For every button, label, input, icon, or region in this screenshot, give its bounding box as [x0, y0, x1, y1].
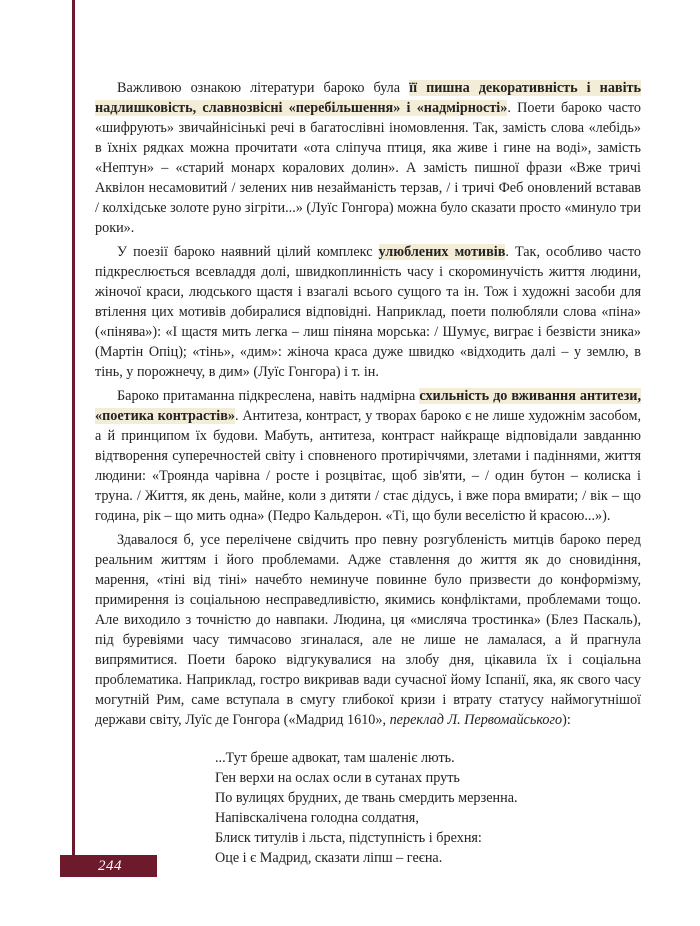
p1-text-c: . Поети бароко часто «шифрують» звичайнісінькі речі в багатослівні іномовлення. Так, замість слова «лебідь» в їхніх рядках можна прочитати «ота сліпуча птиця, яка живе і гине на воді», замість «Нептун» – «старий монарх коралових долин». А замість пишної фрази «Вже тричі Аквілон несамовитий / зелених нив незайманість терзав, / і тричі Феб оновлений вставав / колхідське золоте руно зігріти...» (Луїс Гонгора) можна було сказати просто «минуло три роки». — [95, 100, 641, 236]
poem-line: Ген верхи на ослах осли в сутанах пруть — [215, 770, 460, 786]
p2-text-c: . Так, особливо часто підкреслюється всевладдя долі, швидкоплинність часу і скороминучість життя людини, жіночої краси, людського щастя і взагалі всього сущого та ін. Тож і художні засоби для втілення цих мотивів добиралися відповідні. Наприклад, поети полюбляли слова «піна» («пінява»): «І щастя мить легка – лиш піняна морська: / Шумує, виграє і безвісти зника» (Мартін Опіц); «тінь», «дим»: жіноча краса дуже швидко «відходить далі – у землю, в тінь, у порожнечу, в дим» (Луїс Гонгора) і т. ін. — [95, 244, 641, 380]
poem-quote — [215, 748, 641, 868]
paragraph-3 — [95, 386, 641, 526]
poem-line: По вулицях брудних, де твань смердить мерзенна. — [215, 790, 518, 806]
poem-line: Блиск титулів і льста, підступність і брехня: — [215, 830, 482, 846]
poem-line: Напівскалічена голодна солдатня, — [215, 810, 419, 826]
p4-text-c: ): — [562, 712, 571, 728]
p3-text-a: Бароко притаманна підкреслена, навіть надмірна — [117, 388, 420, 404]
paragraph-2 — [95, 242, 641, 382]
paragraph-4 — [95, 530, 641, 730]
p3-highlight: схильність до вживання антитези, «поетика контрастів» — [95, 388, 642, 424]
paragraph-1 — [95, 78, 641, 238]
translator-credit: переклад Л. Первомайського — [389, 712, 563, 728]
article-body — [95, 78, 641, 868]
poem-line: ...Тут бреше адвокат, там шаленіє лють. — [215, 750, 455, 766]
p3-text-c: . Антитеза, контраст, у творах бароко є не лише художнім засобом, а й принципом їх будови. Мабуть, антитеза, контраст найкраще відповідали завданню відтворення суперечностей світу і сповненого протиріччями, злетами і падіннями, життя людини: «Троянда чарівна / росте і розцвітає, щоб зів'яти, – / один бутон – колиска і труна. / Життя, як день, майне, коли з дитяти / стає дідусь, і вже пора вмирати; / вік – що година, рік – що мить одна» (Педро Кальдерон. «Ті, що були веселістю й красою...»). — [95, 408, 641, 524]
p2-highlight: улюблених мотивів — [378, 244, 506, 260]
page-number: 244 — [98, 858, 122, 874]
p1-highlight: її пишна декоративність і навіть надлишковість, славнозвісні «перебільшення» і «надмірності» — [95, 80, 641, 116]
poem-line: Оце і є Мадрид, сказати ліпш – геєна. — [215, 850, 443, 866]
p4-text-a: Здавалося б, усе перелічене свідчить про певну розгубленість митців бароко перед реальним життям і його проблемами. Адже ставлення до життя як до сновидіння, марення, «тіні від тіні» начебто неминуче повинне було призвести до конформізму, примирення із соціальною несправедливістю, якимись конфліктами, проблемами тощо. Але виходило з точністю до навпаки. Людина, ця «мисляча тростинка» (Блез Паскаль), під буревіями часу тимчасово згиналася, але не лише не ламалася, а й прагнула випрямитися. Поети бароко відгукувалися на злобу дня, цікавила їх і соціальна проблематика. Наприклад, гостро викривав вади сучасної йому Іспанії, яка, як свого часу могутній Рим, саме вступала в смугу глибокої кризи і втрату статусу наймогутнішої держави світу, Луїс де Гонгора («Мадрид 1610», — [95, 532, 641, 728]
p1-text-a: Важливою ознакою літератури бароко була — [117, 80, 410, 96]
page-margin-rule — [72, 0, 75, 876]
p2-text-a: У поезії бароко наявний цілий комплекс — [117, 244, 379, 260]
